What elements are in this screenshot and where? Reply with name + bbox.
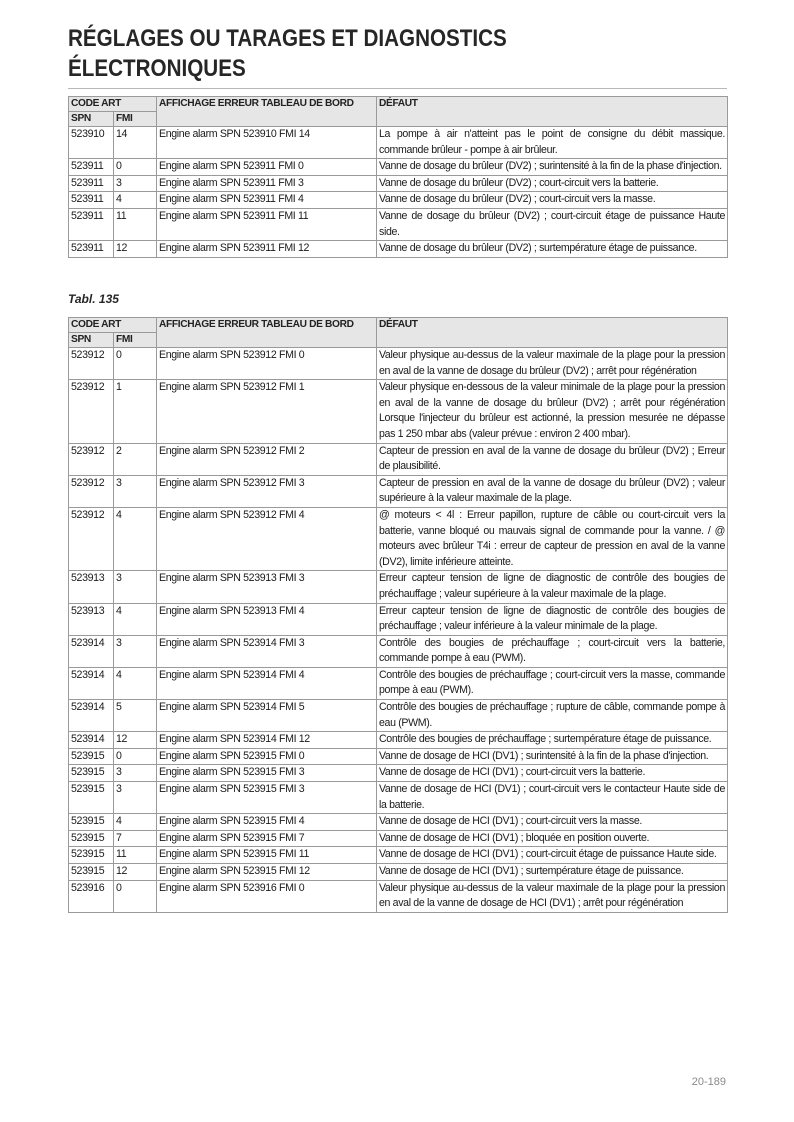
fmi-cell: 4 xyxy=(114,507,157,570)
header-display: AFFICHAGE ERREUR TABLEAU DE BORD xyxy=(157,97,377,127)
display-cell: Engine alarm SPN 523912 FMI 2 xyxy=(157,443,377,475)
spn-cell: 523911 xyxy=(69,192,114,209)
header-spn: SPN xyxy=(69,112,114,127)
table-row xyxy=(69,667,728,699)
table-row xyxy=(69,192,728,209)
defect-cell: Valeur physique au-dessus de la valeur maximale de la plage pour la pression en aval de la vanne de dosage du brûleur (DV2) ; arrêt pour régénération xyxy=(377,348,728,380)
fmi-cell: 0 xyxy=(114,748,157,765)
title-divider xyxy=(68,88,727,89)
display-cell: Engine alarm SPN 523911 FMI 3 xyxy=(157,175,377,192)
defect-cell: Erreur capteur tension de ligne de diagnostic de contrôle des bougies de préchauffage ; valeur inférieure à la valeur minimale de la plage. xyxy=(377,603,728,635)
spn-cell: 523916 xyxy=(69,880,114,912)
fmi-cell: 0 xyxy=(114,348,157,380)
display-cell: Engine alarm SPN 523911 FMI 4 xyxy=(157,192,377,209)
table-row xyxy=(69,847,728,864)
defect-cell: Vanne de dosage de HCI (DV1) ; court-circuit vers la masse. xyxy=(377,814,728,831)
table-row xyxy=(69,765,728,782)
display-cell: Engine alarm SPN 523915 FMI 3 xyxy=(157,782,377,814)
error-code-table-2 xyxy=(68,317,728,913)
defect-cell: Valeur physique en-dessous de la valeur minimale de la plage pour la pression en aval de la vanne de dosage du brûleur (DV2) ; arrêt pour régénération Lorsque l'injecteur du brûleur est actionné, la pression mesurée ne dépasse pas 1 250 mbar abs (valeur prévue : environ 2 400 mbar). xyxy=(377,380,728,443)
display-cell: Engine alarm SPN 523915 FMI 4 xyxy=(157,814,377,831)
table-row xyxy=(69,208,728,240)
spn-cell: 523913 xyxy=(69,603,114,635)
spn-cell: 523914 xyxy=(69,732,114,749)
defect-cell: Vanne de dosage du brûleur (DV2) ; court-circuit vers la masse. xyxy=(377,192,728,209)
header-defect: DÉFAUT xyxy=(377,97,728,127)
table-caption: Tabl. 135 xyxy=(68,292,119,306)
page-number: 20-189 xyxy=(691,1076,726,1088)
spn-cell: 523914 xyxy=(69,635,114,667)
defect-cell: Vanne de dosage de HCI (DV1) ; bloquée en position ouverte. xyxy=(377,830,728,847)
table-row xyxy=(69,571,728,603)
display-cell: Engine alarm SPN 523912 FMI 0 xyxy=(157,348,377,380)
display-cell: Engine alarm SPN 523911 FMI 11 xyxy=(157,208,377,240)
fmi-cell: 11 xyxy=(114,847,157,864)
fmi-cell: 3 xyxy=(114,765,157,782)
spn-cell: 523910 xyxy=(69,127,114,159)
spn-cell: 523915 xyxy=(69,748,114,765)
header-code-art: CODE ART xyxy=(69,97,157,112)
fmi-cell: 12 xyxy=(114,732,157,749)
fmi-cell: 4 xyxy=(114,667,157,699)
table-row xyxy=(69,748,728,765)
display-cell: Engine alarm SPN 523914 FMI 12 xyxy=(157,732,377,749)
fmi-cell: 12 xyxy=(114,241,157,258)
defect-cell: Vanne de dosage du brûleur (DV2) ; surintensité à la fin de la phase d'injection. xyxy=(377,159,728,176)
fmi-cell: 11 xyxy=(114,208,157,240)
fmi-cell: 3 xyxy=(114,571,157,603)
spn-cell: 523911 xyxy=(69,241,114,258)
defect-cell: Vanne de dosage du brûleur (DV2) ; surtempérature étage de puissance. xyxy=(377,241,728,258)
display-cell: Engine alarm SPN 523912 FMI 3 xyxy=(157,475,377,507)
fmi-cell: 7 xyxy=(114,830,157,847)
header-display: AFFICHAGE ERREUR TABLEAU DE BORD xyxy=(157,318,377,348)
table-row xyxy=(69,864,728,881)
spn-cell: 523912 xyxy=(69,475,114,507)
defect-cell: Vanne de dosage de HCI (DV1) ; court-circuit étage de puissance Haute side. xyxy=(377,847,728,864)
display-cell: Engine alarm SPN 523915 FMI 12 xyxy=(157,864,377,881)
table-row xyxy=(69,782,728,814)
fmi-cell: 14 xyxy=(114,127,157,159)
table-2-body xyxy=(69,348,728,913)
defect-cell: La pompe à air n'atteint pas le point de consigne du débit massique. commande brûleur - pompe à air brûleur. xyxy=(377,127,728,159)
display-cell: Engine alarm SPN 523914 FMI 5 xyxy=(157,700,377,732)
spn-cell: 523915 xyxy=(69,847,114,864)
defect-cell: Vanne de dosage du brûleur (DV2) ; court-circuit étage de puissance Haute side. xyxy=(377,208,728,240)
spn-cell: 523911 xyxy=(69,159,114,176)
display-cell: Engine alarm SPN 523911 FMI 0 xyxy=(157,159,377,176)
table-row xyxy=(69,348,728,380)
display-cell: Engine alarm SPN 523914 FMI 4 xyxy=(157,667,377,699)
defect-cell: Capteur de pression en aval de la vanne de dosage du brûleur (DV2) ; valeur supérieure à la valeur maximale de la plage. xyxy=(377,475,728,507)
display-cell: Engine alarm SPN 523912 FMI 1 xyxy=(157,380,377,443)
display-cell: Engine alarm SPN 523915 FMI 0 xyxy=(157,748,377,765)
page-title: RÉGLAGES OU TARAGES ET DIAGNOSTICS ÉLECTRONIQUES xyxy=(68,25,507,82)
table-row xyxy=(69,475,728,507)
fmi-cell: 2 xyxy=(114,443,157,475)
defect-cell: Vanne de dosage de HCI (DV1) ; surtempérature étage de puissance. xyxy=(377,864,728,881)
display-cell: Engine alarm SPN 523915 FMI 7 xyxy=(157,830,377,847)
table-row xyxy=(69,603,728,635)
defect-cell: Contrôle des bougies de préchauffage ; rupture de câble, commande pompe à eau (PWM). xyxy=(377,700,728,732)
table-row xyxy=(69,127,728,159)
table-row xyxy=(69,830,728,847)
fmi-cell: 3 xyxy=(114,635,157,667)
fmi-cell: 0 xyxy=(114,880,157,912)
table-row xyxy=(69,241,728,258)
spn-cell: 523913 xyxy=(69,571,114,603)
defect-cell: Vanne de dosage de HCI (DV1) ; court-circuit vers le contacteur Haute side de la batterie. xyxy=(377,782,728,814)
table-row xyxy=(69,880,728,912)
display-cell: Engine alarm SPN 523910 FMI 14 xyxy=(157,127,377,159)
defect-cell: Vanne de dosage du brûleur (DV2) ; court-circuit vers la batterie. xyxy=(377,175,728,192)
error-code-table-1 xyxy=(68,96,728,258)
spn-cell: 523912 xyxy=(69,443,114,475)
defect-cell: Contrôle des bougies de préchauffage ; court-circuit vers la batterie, commande pompe à eau (PWM). xyxy=(377,635,728,667)
display-cell: Engine alarm SPN 523911 FMI 12 xyxy=(157,241,377,258)
display-cell: Engine alarm SPN 523914 FMI 3 xyxy=(157,635,377,667)
fmi-cell: 4 xyxy=(114,603,157,635)
spn-cell: 523911 xyxy=(69,208,114,240)
display-cell: Engine alarm SPN 523915 FMI 3 xyxy=(157,765,377,782)
spn-cell: 523911 xyxy=(69,175,114,192)
display-cell: Engine alarm SPN 523912 FMI 4 xyxy=(157,507,377,570)
header-code-art: CODE ART xyxy=(69,318,157,333)
fmi-cell: 3 xyxy=(114,175,157,192)
fmi-cell: 12 xyxy=(114,864,157,881)
table-row xyxy=(69,700,728,732)
fmi-cell: 0 xyxy=(114,159,157,176)
fmi-cell: 3 xyxy=(114,475,157,507)
table-1-body xyxy=(69,127,728,258)
table-row xyxy=(69,814,728,831)
defect-cell: Vanne de dosage de HCI (DV1) ; surintensité à la fin de la phase d'injection. xyxy=(377,748,728,765)
spn-cell: 523915 xyxy=(69,782,114,814)
fmi-cell: 4 xyxy=(114,814,157,831)
table-row xyxy=(69,507,728,570)
fmi-cell: 5 xyxy=(114,700,157,732)
fmi-cell: 4 xyxy=(114,192,157,209)
display-cell: Engine alarm SPN 523916 FMI 0 xyxy=(157,880,377,912)
table-row xyxy=(69,175,728,192)
header-spn: SPN xyxy=(69,333,114,348)
table-row xyxy=(69,380,728,443)
defect-cell: Capteur de pression en aval de la vanne de dosage du brûleur (DV2) ; Erreur de plausibilité. xyxy=(377,443,728,475)
defect-cell: Erreur capteur tension de ligne de diagnostic de contrôle des bougies de préchauffage ; valeur supérieure à la valeur maximale de la plage. xyxy=(377,571,728,603)
table-row xyxy=(69,443,728,475)
spn-cell: 523912 xyxy=(69,380,114,443)
spn-cell: 523914 xyxy=(69,700,114,732)
table-row xyxy=(69,159,728,176)
spn-cell: 523912 xyxy=(69,348,114,380)
spn-cell: 523912 xyxy=(69,507,114,570)
spn-cell: 523915 xyxy=(69,814,114,831)
display-cell: Engine alarm SPN 523915 FMI 11 xyxy=(157,847,377,864)
display-cell: Engine alarm SPN 523913 FMI 4 xyxy=(157,603,377,635)
display-cell: Engine alarm SPN 523913 FMI 3 xyxy=(157,571,377,603)
defect-cell: Vanne de dosage de HCI (DV1) ; court-circuit vers la batterie. xyxy=(377,765,728,782)
spn-cell: 523914 xyxy=(69,667,114,699)
header-fmi: FMI xyxy=(114,112,157,127)
spn-cell: 523915 xyxy=(69,765,114,782)
defect-cell: Valeur physique au-dessus de la valeur maximale de la plage pour la pression en aval de la vanne de dosage de HCI (DV1) ; arrêt pour régénération xyxy=(377,880,728,912)
spn-cell: 523915 xyxy=(69,830,114,847)
fmi-cell: 1 xyxy=(114,380,157,443)
fmi-cell: 3 xyxy=(114,782,157,814)
defect-cell: Contrôle des bougies de préchauffage ; surtempérature étage de puissance. xyxy=(377,732,728,749)
header-defect: DÉFAUT xyxy=(377,318,728,348)
spn-cell: 523915 xyxy=(69,864,114,881)
header-fmi: FMI xyxy=(114,333,157,348)
table-row xyxy=(69,635,728,667)
table-row xyxy=(69,732,728,749)
defect-cell: Contrôle des bougies de préchauffage ; court-circuit vers la masse, commande pompe à eau (PWM). xyxy=(377,667,728,699)
defect-cell: @ moteurs < 4l : Erreur papillon, rupture de câble ou court-circuit vers la batterie, vanne bloqué ou mauvais signal de commande pour la vanne. / @ moteurs avec brûleur T4i : erreur de capteur de pression en aval de la vanne (DV2), limite inférieure atteinte. xyxy=(377,507,728,570)
